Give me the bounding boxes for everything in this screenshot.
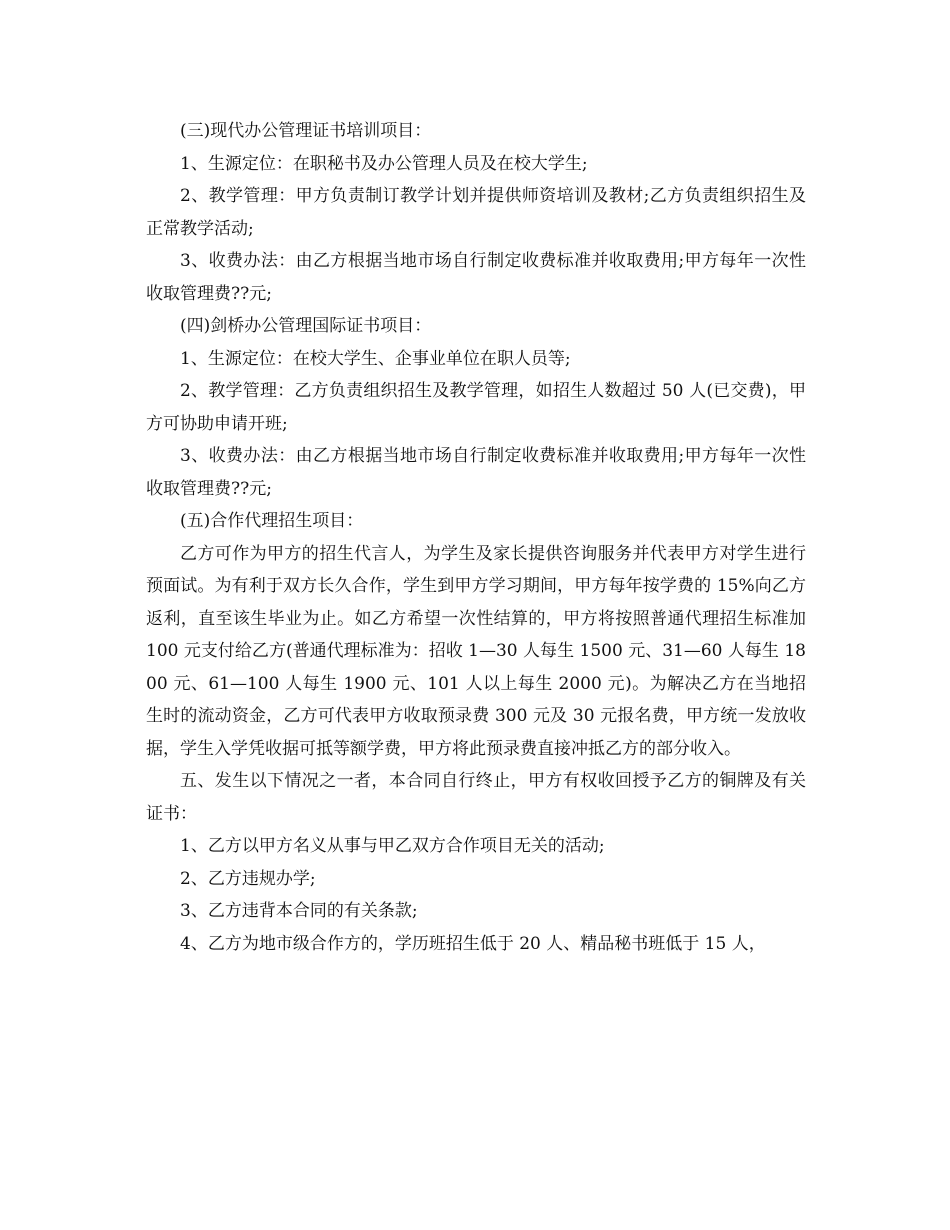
paragraph: 2、教学管理：乙方负责组织招生及教学管理，如招生人数超过 50 人(已交费)，甲方可协助申请开班; xyxy=(146,381,806,434)
section-heading-5: (五)合作代理招生项目： xyxy=(180,511,364,531)
paragraph: 1、生源定位：在职秘书及办公管理人员及在校大学生; xyxy=(180,153,588,174)
paragraph: 乙方可作为甲方的招生代言人，为学生及家长提供咨询服务并代表甲方对学生进行预面试。为有利于双方长久合作，学生到甲方学习期间，甲方每年按学费的 15%向乙方返利，直至该生毕业为止。如乙方希望一次性结算的，甲方将按照普通代理招生标准加 100 元支付给乙方(普通代理标准为：招收 1—30 人每生 1500 元、31—60 人每生 1800 元、61—100 人每生 1900 元、101 人以上每生 2000 元)。为解决乙方在当地招生时的流动资金，乙方可代表甲方收取预录费 300 元及 30 元报名费，甲方统一发放收据，学生入学凭收据可抵等额学费，甲方将此预录费直接冲抵乙方的部分收入。 xyxy=(146,543,806,759)
list-item: 2、乙方违规办学; xyxy=(180,868,316,889)
list-item: 3、乙方违背本合同的有关条款; xyxy=(180,901,418,921)
clause-heading-5: 五、发生以下情况之一者，本合同自行终止，甲方有权收回授予乙方的铜牌及有关证书： xyxy=(146,771,806,824)
list-item: 1、乙方以甲方名义从事与甲乙双方合作项目无关的活动; xyxy=(180,836,605,856)
list-item: 4、乙方为地市级合作方的，学历班招生低于 20 人、精品秘书班低于 15 人， xyxy=(180,933,766,954)
paragraph: 3、收费办法：由乙方根据当地市场自行制定收费标准并收取费用;甲方每年一次性收取管理费??元; xyxy=(146,446,806,499)
section-heading-3: (三)现代办公管理证书培训项目： xyxy=(180,121,432,141)
document-body xyxy=(146,115,806,960)
paragraph: 1、生源定位：在校大学生、企事业单位在职人员等; xyxy=(180,348,571,369)
paragraph: 2、教学管理：甲方负责制订教学计划并提供师资培训及教材;乙方负责组织招生及正常教学活动; xyxy=(146,186,806,239)
paragraph: 3、收费办法：由乙方根据当地市场自行制定收费标准并收取费用;甲方每年一次性收取管理费??元; xyxy=(146,251,806,304)
section-heading-4: (四)剑桥办公管理国际证书项目： xyxy=(180,316,432,336)
